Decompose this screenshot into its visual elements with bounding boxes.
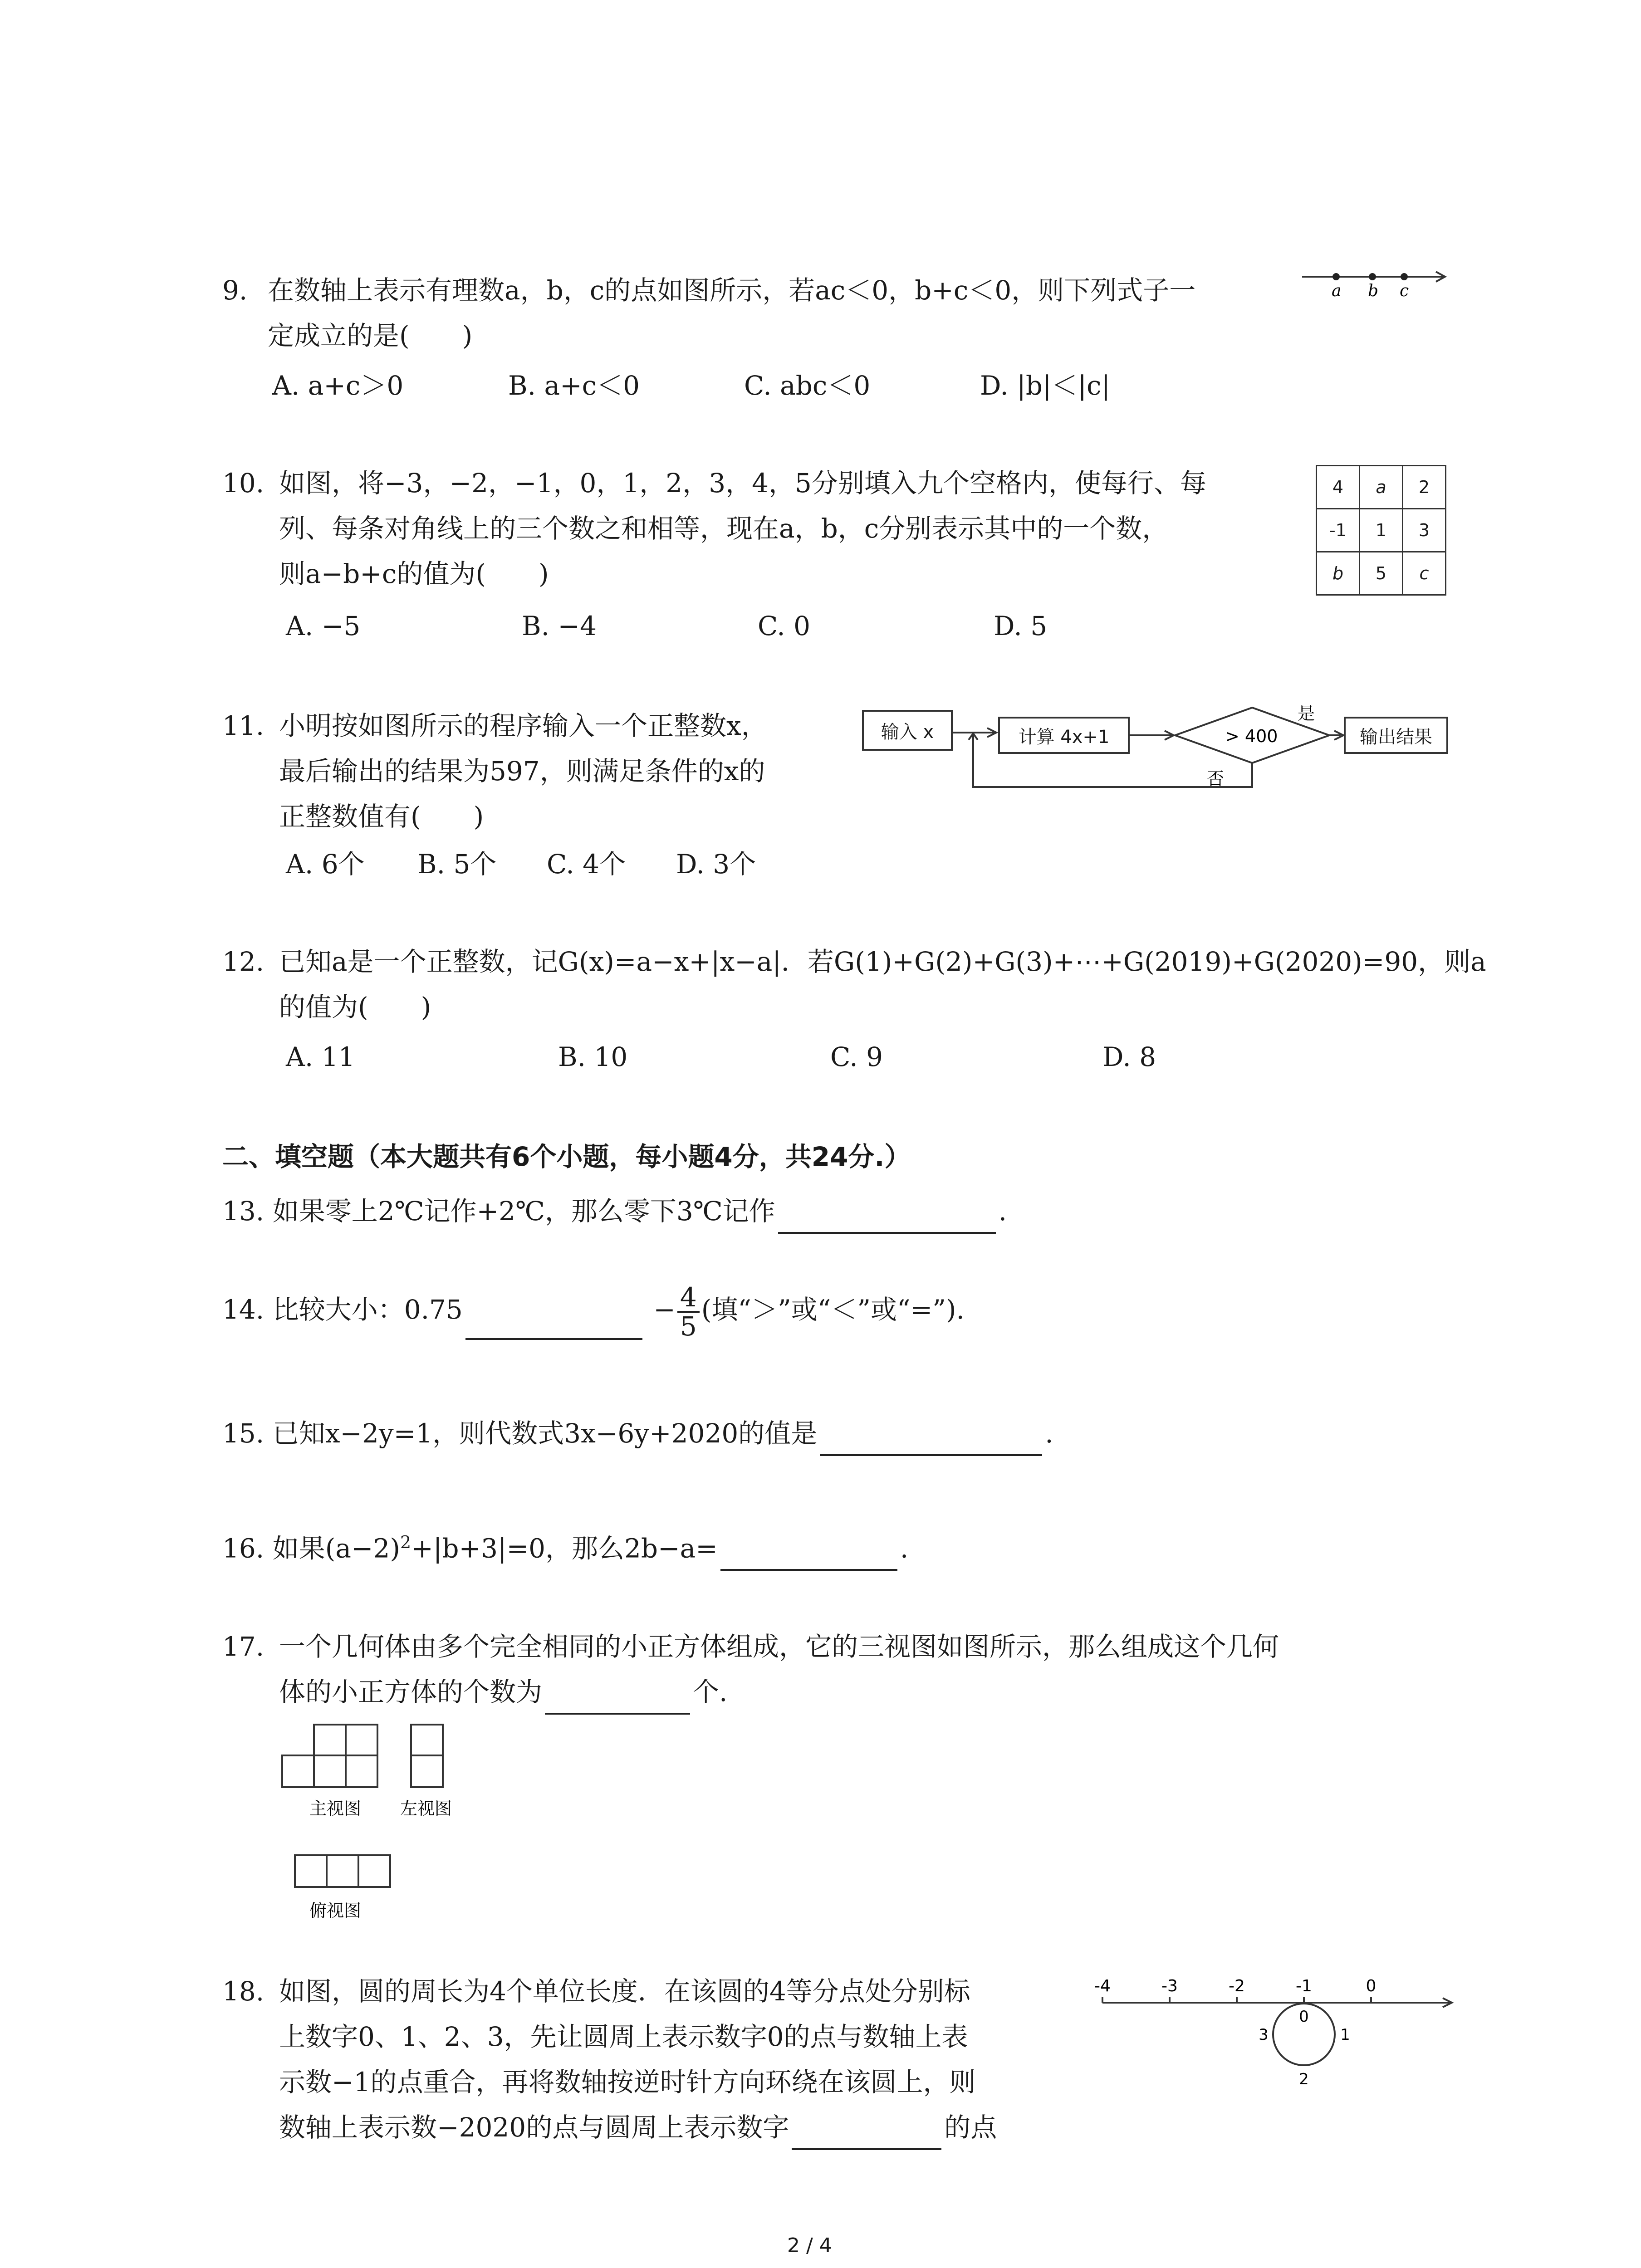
point-label-b: b (1368, 282, 1379, 300)
grid-cell: a (1360, 466, 1403, 509)
option-b[interactable]: B. 5个 (417, 849, 497, 880)
question-number: 16. (222, 1533, 265, 1564)
answer-blank[interactable] (792, 2116, 941, 2150)
question-text-line1: 如图，将−3，−2，−1，0，1，2，3，4，5分别填入九个空格内，使每行、每 (279, 468, 1206, 499)
question-15 (222, 1411, 1053, 1456)
flow-compute-box: 计算 4x+1 (998, 717, 1130, 754)
answer-blank[interactable] (778, 1200, 996, 1234)
question-text-line2: 列、每条对角线上的三个数之和相等，现在a，b，c分别表示其中的一个数， (279, 513, 1169, 544)
question-text-line2 (279, 1669, 727, 1715)
minus-sign: − (653, 1294, 676, 1325)
option-a[interactable]: A. 11 (286, 1041, 355, 1072)
option-c[interactable]: C. 9 (830, 1041, 883, 1072)
question-text-line2: 的值为( ) (279, 992, 431, 1022)
option-b[interactable]: B. 10 (558, 1041, 628, 1072)
question-text: 比较大小：0.75 (272, 1294, 463, 1325)
grid-cell: c (1403, 552, 1446, 595)
option-d[interactable]: D. 3个 (676, 849, 756, 880)
flow-output-box: 输出结果 (1344, 717, 1448, 754)
grid-cell: 2 (1403, 466, 1446, 509)
option-b[interactable]: B. a+c＜0 (508, 370, 640, 401)
question-text-line4 (279, 2105, 997, 2150)
answer-blank[interactable] (820, 1422, 1042, 1456)
question-text-line1: 在数轴上表示有理数a，b，c的点如图所示，若ac＜0，b+c＜0，则下列式子一 (268, 275, 1196, 306)
period: . (900, 1533, 909, 1564)
question-text: 如果(a−2) (272, 1533, 401, 1564)
question-text: 体的小正方体的个数为 (279, 1677, 543, 1707)
grid-cell: 4 (1317, 466, 1360, 509)
tick-label: -1 (1296, 1977, 1312, 1995)
question-text-line3: 正整数值有( ) (279, 801, 484, 832)
grid-cell: 1 (1360, 509, 1403, 552)
page-number: 2 / 4 (787, 2234, 832, 2257)
option-a[interactable]: A. a+c＞0 (272, 370, 404, 401)
question-tail: (填“＞”或“＜”或“=”). (701, 1294, 965, 1325)
period: . (1045, 1418, 1053, 1449)
question-text-line1: 小明按如图所示的程序输入一个正整数x， (279, 710, 768, 741)
question-number: 14. (222, 1294, 265, 1325)
left-view (411, 1725, 443, 1787)
circle-label: 1 (1340, 2026, 1350, 2044)
question-text: +|b+3|=0，那么2b−a= (411, 1533, 718, 1564)
question-13 (222, 1188, 1007, 1234)
grid-cell: b (1317, 552, 1360, 595)
flow-no-label: 否 (1207, 769, 1225, 789)
point-label-c: c (1400, 282, 1409, 300)
question-text: 已知x−2y=1，则代数式3x−6y+2020的值是 (272, 1418, 818, 1449)
question-18 (222, 1969, 1107, 2159)
fraction (677, 1284, 700, 1340)
question-text-line1: 已知a是一个正整数，记G(x)=a−x+|x−a|．若G(1)+G(2)+G(3)+⋯+G(2019)+G(2020)=90，则a (279, 946, 1486, 977)
question-text: 个. (693, 1677, 728, 1707)
question-number: 13. (222, 1196, 265, 1227)
question-number: 11. (222, 710, 265, 741)
fraction-numerator: 4 (677, 1284, 700, 1313)
option-c[interactable]: C. 0 (758, 611, 811, 641)
front-view-label: 主视图 (309, 1799, 362, 1818)
flow-condition-label: > 400 (1225, 726, 1278, 746)
tick-label: -4 (1094, 1977, 1111, 1995)
answer-blank[interactable] (720, 1537, 897, 1571)
left-view-label: 左视图 (400, 1799, 452, 1818)
question-text: 的点 (944, 2112, 997, 2143)
option-a[interactable]: A. 6个 (286, 849, 365, 880)
tick-label: 0 (1366, 1977, 1376, 1995)
exponent: 2 (400, 1532, 411, 1552)
question-text-line1: 一个几何体由多个完全相同的小正方体组成，它的三视图如图所示，那么组成这个几何 (279, 1631, 1279, 1662)
option-c[interactable]: C. abc＜0 (744, 370, 871, 401)
question-number: 15. (222, 1418, 265, 1449)
answer-blank[interactable] (465, 1306, 642, 1340)
flow-yes-label: 是 (1298, 704, 1315, 723)
grid-cell: 5 (1360, 552, 1403, 595)
answer-blank[interactable] (545, 1681, 690, 1715)
front-view (282, 1725, 377, 1787)
top-view-label: 俯视图 (309, 1901, 362, 1921)
three-views-figure (281, 1724, 485, 1937)
fraction-denominator: 5 (680, 1311, 697, 1342)
period: . (998, 1196, 1007, 1227)
grid-cell: 3 (1403, 509, 1446, 552)
circle-label: 3 (1259, 2026, 1269, 2044)
flow-input-box: 输入 x (862, 710, 953, 751)
option-d[interactable]: D. 5 (994, 611, 1048, 641)
question-text-line2: 最后输出的结果为597，则满足条件的x的 (279, 756, 765, 787)
question-12 (222, 939, 1486, 1030)
question-number: 17. (222, 1631, 265, 1662)
point-label-a: a (1332, 282, 1342, 300)
tick-label: -2 (1229, 1977, 1245, 1995)
question-text: 如果零上2℃记作+2℃，那么零下3℃记作 (272, 1196, 775, 1227)
flowchart (862, 699, 1452, 803)
question-number: 9. (222, 275, 248, 306)
magic-square-grid (1316, 465, 1446, 596)
circle-label: 2 (1299, 2070, 1309, 2088)
number-line-figure (1302, 265, 1452, 306)
number-line-circle-figure (1089, 1971, 1461, 2093)
question-number: 12. (222, 946, 265, 977)
tick-label: -3 (1161, 1977, 1178, 1995)
question-text-line1: 如图，圆的周长为4个单位长度．在该圆的4等分点处分别标 (279, 1976, 970, 2007)
circle-label: 0 (1299, 2008, 1309, 2026)
question-text-line3: 示数−1的点重合，再将数轴按逆时针方向环绕在该圆上，则 (279, 2067, 976, 2097)
question-text-line2: 定成立的是( ) (268, 320, 473, 351)
section-title: 二、填空题（本大题共有6个小题，每小题4分，共24分.） (222, 1141, 911, 1172)
top-view (295, 1855, 390, 1887)
option-c[interactable]: C. 4个 (547, 849, 626, 880)
grid-cell: -1 (1317, 509, 1360, 552)
option-d[interactable]: D. 8 (1102, 1041, 1156, 1072)
option-a[interactable]: A. −5 (286, 611, 361, 641)
question-16 (222, 1520, 908, 1571)
option-b[interactable]: B. −4 (522, 611, 597, 641)
question-text-line3: 则a−b+c的值为( ) (279, 558, 549, 589)
question-number: 10. (222, 468, 265, 499)
question-number: 18. (222, 1976, 265, 2007)
question-11 (222, 703, 857, 839)
option-d[interactable]: D. |b|＜|c| (980, 370, 1111, 401)
question-text-line2: 上数字0、1、2、3，先让圆周上表示数字0的点与数轴上表 (279, 2021, 968, 2052)
question-text: 数轴上表示数−2020的点与圆周上表示数字 (279, 2112, 789, 2143)
question-14 (222, 1284, 965, 1340)
question-17 (222, 1624, 1470, 1715)
question-10 (222, 460, 1311, 596)
